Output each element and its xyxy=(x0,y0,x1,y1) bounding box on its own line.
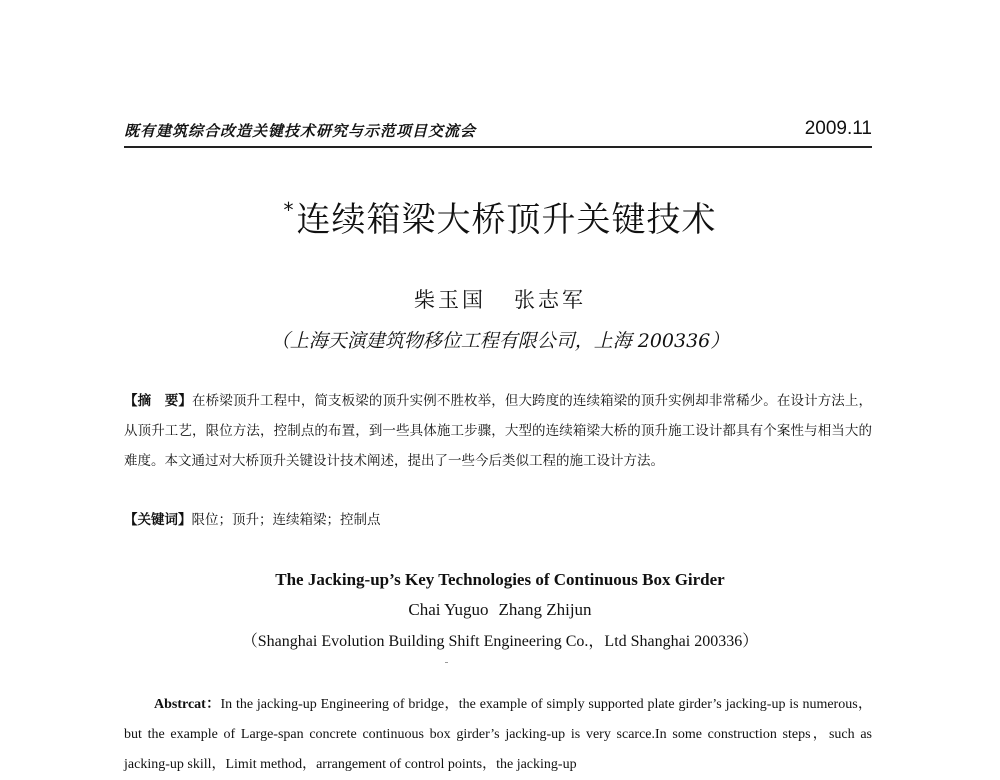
abstract-label: 【摘 要】 xyxy=(124,393,193,409)
journal-name: 既有建筑综合改造关键技术研究与示范项目交流会 xyxy=(124,122,477,140)
english-abstract-text: In the jacking-up Engineering of bridge，the example of simply supported plate girder’s jacking-up is numerous，but the example of Large-span concrete continuous box girder’s jacking-up is very scarce.In some construction steps，such as jacking-up skill，Limit method，arrangement of control points，the jacking-up xyxy=(124,697,872,772)
affiliation: （上海天演建筑物移位工程有限公司，上海 200336） xyxy=(270,330,730,352)
english-author-1: Chai Yuguo xyxy=(408,600,489,619)
scan-speck xyxy=(445,662,448,663)
authors xyxy=(0,284,1000,314)
keywords-text: 限位；顶升；连续箱梁；控制点 xyxy=(191,512,381,528)
english-authors xyxy=(0,600,1000,620)
author-1: 柴玉国 xyxy=(414,288,486,312)
english-affiliation: （Shanghai Evolution Building Shift Engineering Co.，Ltd Shanghai 200336） xyxy=(241,633,759,650)
title-footnote-mark: * xyxy=(283,198,295,222)
english-title: The Jacking-up’s Key Technologies of Continuous Box Girder xyxy=(275,570,725,589)
abstract-chinese xyxy=(124,386,872,476)
running-header xyxy=(124,116,872,148)
english-author-2: Zhang Zhijun xyxy=(498,600,592,619)
keywords-label: 【关键词】 xyxy=(124,512,192,528)
issue-date: 2009.11 xyxy=(804,118,872,139)
paper-title xyxy=(0,192,1000,241)
author-2: 张志军 xyxy=(514,288,586,312)
english-abstract-label: Abstrcat： xyxy=(154,697,221,712)
keywords-chinese xyxy=(124,508,872,528)
abstract-text: 在桥梁顶升工程中，简支板梁的顶升实例不胜枚举，但大跨度的连续箱梁的顶升实例却非常稀少。在设计方法上，从顶升工艺，限位方法，控制点的布置，到一些具体施工步骤，大型的连续箱梁大桥的顶升施工设计都具有个案性与相当大的难度。本文通过对大桥顶升关键设计技术阐述，提出了一些今后类似工程的施工设计方法。 xyxy=(124,393,873,469)
title-text: 连续箱梁大桥顶升关键技术 xyxy=(296,200,717,240)
english-abstract xyxy=(124,690,872,780)
